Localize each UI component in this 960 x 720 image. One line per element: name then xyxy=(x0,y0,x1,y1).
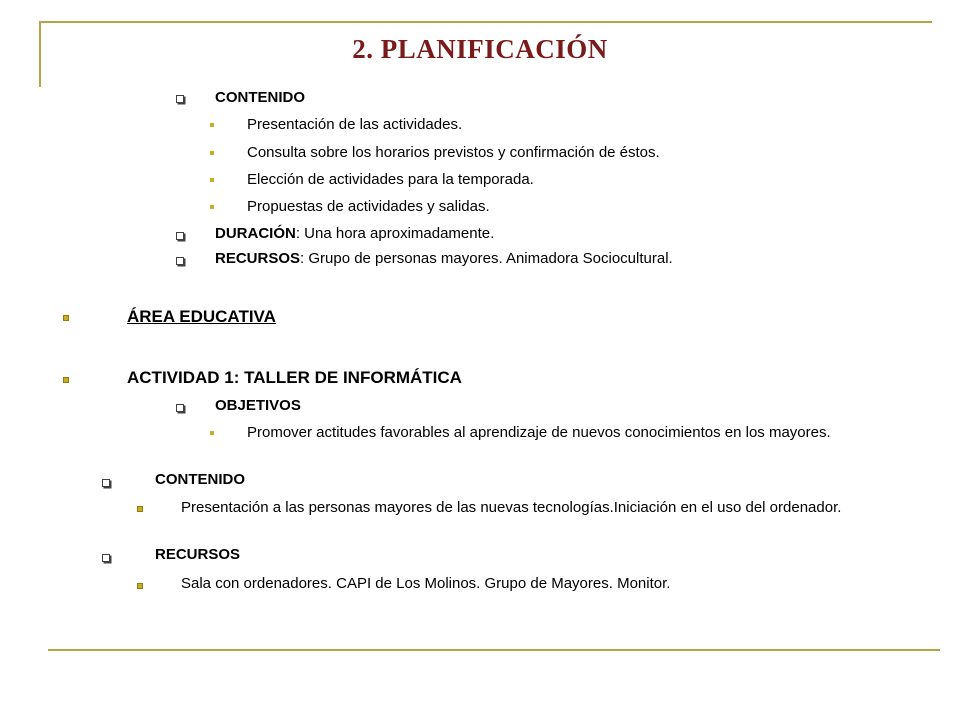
contenido-heading: CONTENIDO xyxy=(215,89,305,106)
activity-contenido-item: Presentación a las personas mayores de las nuevas tecnologías.Iniciación en el uso del ordenador. xyxy=(181,499,842,516)
recursos-line xyxy=(215,250,673,267)
contenido-item: Propuestas de actividades y salidas. xyxy=(247,198,490,215)
area-heading: ÁREA EDUCATIVA xyxy=(127,307,276,326)
contenido-item: Consulta sobre los horarios previstos y confirmación de éstos. xyxy=(247,144,660,161)
contenido-item: Presentación de las actividades. xyxy=(247,116,463,133)
bottom-rule xyxy=(48,649,940,651)
recursos-label: RECURSOS xyxy=(215,250,301,267)
slide-title: 2. PLANIFICACIÓN xyxy=(352,34,608,64)
square-bullet-icon xyxy=(63,315,69,321)
activity-recursos-heading: RECURSOS xyxy=(155,546,241,563)
duracion-text: : Una hora aproximadamente. xyxy=(295,225,495,242)
activity-recursos-item: Sala con ordenadores. CAPI de Los Molinos. Grupo de Mayores. Monitor. xyxy=(181,575,671,592)
square-bullet-icon xyxy=(210,431,214,435)
square-bullet-icon xyxy=(137,506,143,512)
square-bullet-icon xyxy=(137,583,143,589)
square-bullet-icon xyxy=(210,151,214,155)
quad-bullet-icon xyxy=(176,257,184,265)
quad-bullet-icon xyxy=(176,404,184,412)
square-bullet-icon xyxy=(210,205,214,209)
contenido-item: Elección de actividades para la temporada. xyxy=(247,171,534,188)
recursos-text: : Grupo de personas mayores. Animadora Sociocultural. xyxy=(300,250,673,267)
activity-heading: ACTIVIDAD 1: TALLER DE INFORMÁTICA xyxy=(127,368,462,387)
square-bullet-icon xyxy=(210,178,214,182)
activity-contenido-heading: CONTENIDO xyxy=(155,471,245,488)
top-rule xyxy=(40,21,932,23)
quad-bullet-icon xyxy=(176,232,184,240)
objetivos-heading: OBJETIVOS xyxy=(215,397,301,414)
duracion-line xyxy=(215,225,494,242)
quad-bullet-icon xyxy=(102,554,110,562)
square-bullet-icon xyxy=(210,123,214,127)
quad-bullet-icon xyxy=(176,95,184,103)
quad-bullet-icon xyxy=(102,479,110,487)
objetivos-item: Promover actitudes favorables al aprendizaje de nuevos conocimientos en los mayores. xyxy=(247,424,831,441)
square-bullet-icon xyxy=(63,377,69,383)
duracion-label: DURACIÓN xyxy=(215,225,296,242)
